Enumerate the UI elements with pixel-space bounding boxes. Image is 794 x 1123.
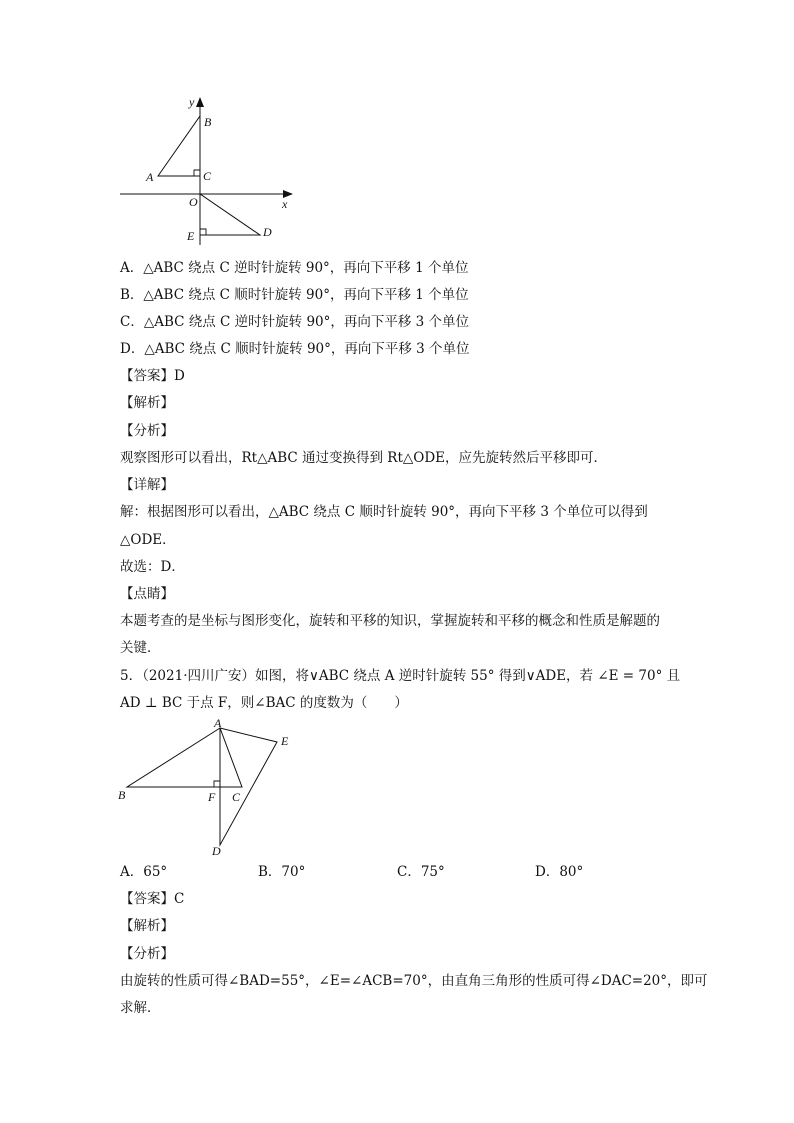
- label-b: B: [204, 115, 212, 129]
- q4-xiangjie-line1: 解：根据图形可以看出，△ABC 绕点 C 顺时针旋转 90°，再向下平移 3 个单位可以得到: [120, 504, 648, 520]
- q4-fenxi-text: 观察图形可以看出，Rt△ABC 通过变换得到 Rt△ODE，应先旋转然后平移即可．: [120, 450, 608, 466]
- label-a: A: [146, 170, 154, 184]
- label-d: D: [263, 225, 272, 239]
- triangle-ode: [200, 194, 260, 235]
- right-angle-mark-c: [194, 170, 200, 176]
- q4-dianjing-line2: 关键．: [120, 640, 161, 656]
- q4-jiexi-heading: 【解析】: [120, 395, 174, 411]
- q5-option-d: D．80°: [535, 864, 584, 880]
- right-angle-mark-e: [200, 229, 206, 235]
- q4-option-c: C．△ABC 绕点 C 逆时针旋转 90°，再向下平移 3 个单位: [120, 314, 470, 330]
- triangle-abc-2: [127, 728, 242, 787]
- label-d: D: [212, 844, 221, 858]
- right-angle-mark-f: [214, 781, 220, 787]
- q4-dianjing-heading: 【点睛】: [120, 586, 174, 602]
- q5-option-a: A．65°: [120, 864, 168, 880]
- label-c: C: [203, 169, 212, 183]
- q5-fenxi-line2: 求解．: [120, 1000, 161, 1016]
- y-axis-arrow: [196, 97, 204, 107]
- label-x: x: [282, 197, 288, 211]
- coordinate-figure: [115, 90, 300, 250]
- q5-fenxi-line1: 由旋转的性质可得∠BAD=55°，∠E=∠ACB=70°，由直角三角形的性质可得∠DAC=20°，即可: [120, 973, 708, 989]
- q5-stem-line1: 5．（2021·四川广安）如图，将∨ABC 绕点 A 逆时针旋转 55° 得到∨ADE，若 ∠E = 70° 且: [120, 668, 681, 684]
- q5-fenxi-heading: 【分析】: [120, 946, 174, 962]
- triangle-abc: [158, 116, 200, 176]
- q4-fenxi-heading: 【分析】: [120, 423, 174, 439]
- q4-option-a: A．△ABC 绕点 C 逆时针旋转 90°，再向下平移 1 个单位: [120, 260, 469, 276]
- rotation-figure: [112, 715, 302, 860]
- q4-xiangjie-heading: 【详解】: [120, 477, 174, 493]
- q4-option-b: B．△ABC 绕点 C 顺时针旋转 90°，再向下平移 1 个单位: [120, 287, 469, 303]
- q5-option-c: C．75°: [397, 864, 445, 880]
- q5-stem-line2: AD ⊥ BC 于点 F，则∠BAC 的度数为（ ）: [120, 695, 408, 711]
- q4-conclusion: 故选：D．: [120, 559, 185, 575]
- q4-answer: 【答案】D: [120, 368, 185, 384]
- q4-dianjing-line1: 本题考查的是坐标与图形变化，旋转和平移的知识，掌握旋转和平移的概念和性质是解题的: [120, 613, 660, 629]
- label-o: O: [189, 195, 198, 209]
- label-f: F: [208, 790, 216, 804]
- q5-option-b: B．70°: [258, 864, 306, 880]
- q5-answer: 【答案】C: [120, 891, 185, 907]
- label-c: C: [232, 790, 241, 804]
- label-y: y: [189, 95, 195, 109]
- label-e: E: [187, 229, 195, 243]
- label-e: E: [281, 734, 289, 748]
- label-a: A: [214, 716, 222, 730]
- label-b: B: [118, 788, 126, 802]
- q4-xiangjie-line2: △ODE．: [120, 532, 176, 548]
- q4-option-d: D．△ABC 绕点 C 顺时针旋转 90°，再向下平移 3 个单位: [120, 341, 470, 357]
- q5-jiexi-heading: 【解析】: [120, 918, 174, 934]
